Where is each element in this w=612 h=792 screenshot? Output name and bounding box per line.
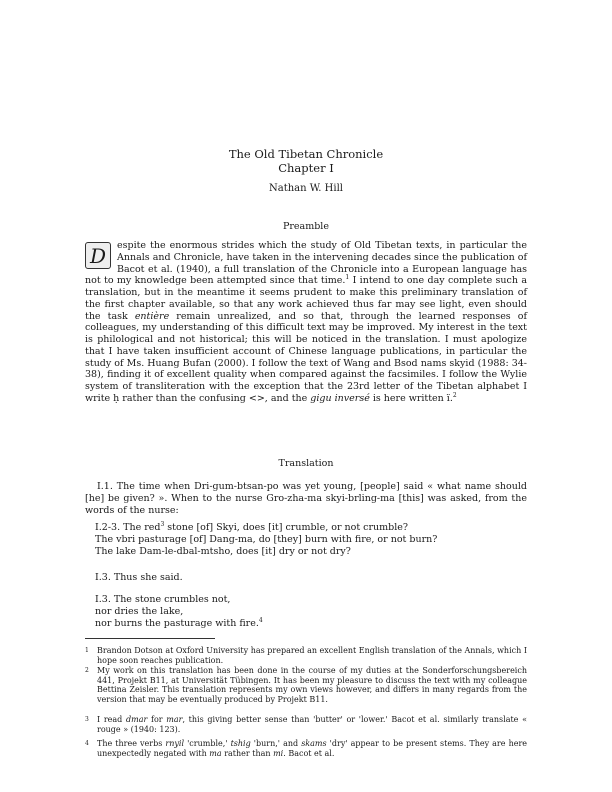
verse-line-1: I.2-3. The red$^3$ stone [of] Skyi, does [it] crumble, or not crumble? (95, 520, 409, 533)
author-name: Nathan W. Hill (269, 183, 343, 194)
footnote-number: 1 (85, 647, 89, 654)
footnote-text: My work on this translation has been done in the course of my duties at the Sonderforschungsbereich 441, Projekt B11, at Universität Tübingen. It has been my pleasure to discuss the text with my colleague Bettina Zeisler. This translation represents my own views however, and differs in many regards from the version that may be eventually produced by Projekt B11. (97, 666, 527, 704)
title-line-1: The Old Tibetan Chronicle (228, 147, 384, 161)
footnote-ref-1[interactable]: 1 (345, 274, 350, 282)
footnote-3 (85, 715, 527, 734)
translation-paragraph: I.1. The time when Dri-gum-btsan-po was yet young, [people] said « what name should [he] be given? ». When to the nurse Gro-zha-ma skyi-brling-ma [this] was asked, from the words of the nurse: (85, 481, 527, 516)
footnote-rule (85, 638, 215, 639)
response-line-2: nor dries the lake, (95, 606, 184, 617)
translation-heading: Translation (278, 458, 334, 469)
footnote-number: 4 (85, 740, 89, 747)
paper-title (0, 147, 612, 175)
preamble-italic-gigu: gigu inversé (310, 392, 370, 404)
verse-line-2: The vbri pasturage [of] Dang-ma, do [they] burn with fire, or not burn? (95, 534, 438, 545)
dropcap-letter: D (85, 242, 111, 269)
said-line: I.3. Thus she said. (95, 572, 183, 583)
verse-line-3: The lake Dam-le-dbal-mtsho, does [it] dry or not dry? (95, 546, 351, 557)
verse-block-2 (95, 594, 525, 630)
footnote-1 (85, 646, 527, 665)
footnote-text: Brandon Dotson at Oxford University has prepared an excellent English translation of the Annals, which I hope soon reaches publication. (97, 646, 527, 665)
footnote-4 (85, 739, 527, 758)
footnote-number: 2 (85, 667, 89, 674)
preamble-text-2: I intend to one day complete such a translation, but in the meantime it seems prudent to make this preliminary translation of the first chapter available, so that any work achieved thus far may see light, even should the task (85, 275, 527, 322)
preamble-text-4: is here written ï. (369, 392, 453, 404)
footnote-ref-3[interactable]: 3 (160, 520, 165, 528)
footnote-ref-2[interactable]: 2 (452, 391, 457, 399)
preamble-italic-entiere: entière (134, 310, 170, 322)
preamble-heading: Preamble (283, 221, 329, 232)
preamble-text-3: remain unrealized, and so that, through the learned responses of colleagues, my understanding of this difficult text may be improved. My interest in the text is philological and not historical; this will be noticed in the translation. I must apologize that I have taken insufficient account of Chinese language publications, in particular the study of Ms. Huang Bufan (2000). I follow the text of Wang and Bsod nams skyid (1988: 34-38), finding it of excellent quality when compared against the facsimiles. I follow the Wylie system of transliteration with the exception that the 23rd letter of the Tibetan alphabet I write ḥ rather than the confusing <>, and the (85, 310, 527, 404)
footnote-number: 3 (85, 716, 89, 723)
footnote-2 (85, 666, 527, 704)
footnote-ref-4[interactable]: 4 (258, 616, 263, 624)
response-line-3: nor burns the pasturage with fire.$^4$ (95, 616, 263, 629)
footnote-text: I read dmar for mar, this giving better sense than 'butter' or 'lower.' Bacot et al. similarly translate « rouge » (1940: 123). (97, 715, 527, 734)
title-line-2: Chapter I (278, 161, 334, 175)
preamble-text-1: espite the enormous strides which the study of Old Tibetan texts, in particular the Annals and Chronicle, have taken in the intervening decades since the publication of Bacot et al. (1940), a full translation of the Chronicle into a European language has not to my knowledge been attempted since that time. (85, 240, 527, 287)
response-line-1: I.3. The stone crumbles not, (95, 594, 231, 605)
verse-block-1 (95, 522, 525, 558)
footnote-text: The three verbs rnyil 'crumble,' tshig 'burn,' and skams 'dry' appear to be present stems. They are here unexpectedly negated with ma rather than mi. Bacot et al. (97, 739, 528, 758)
preamble-body (85, 240, 527, 405)
